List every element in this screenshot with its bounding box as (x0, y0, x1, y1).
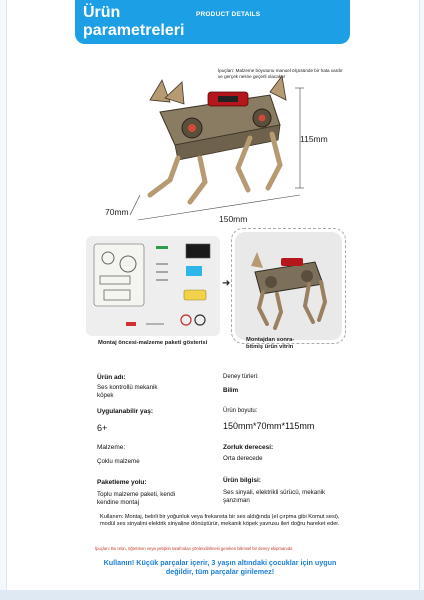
safety-warning: Kullanın! Küçük parçalar içerir, 3 yaşın altındaki çocuklar için uygun değildir, tüm parçalar girilemez! (103, 558, 337, 576)
value-packaging: Toplu malzeme paketi, kendi kendine montaj (97, 491, 176, 506)
page-title: Ürün parametreleri (83, 4, 185, 39)
caption-kit: Montaj öncesi-malzeme paketi gösterisi (98, 340, 208, 346)
kit-parts-photo (86, 236, 220, 336)
value-product-name: Ses kontrollü mekanik köpek (97, 384, 158, 399)
caption-finished: Montajdan sonra-bitmiş ürün vitrin (246, 337, 295, 350)
label-difficulty: Zorluk derecesi: (223, 444, 274, 451)
value-difficulty: Orta derecede (223, 455, 263, 462)
label-experiment-type: Deney türleri: (223, 374, 259, 380)
label-product-info: Ürün bilgisi: (223, 477, 261, 484)
dimension-width: 150mm (219, 214, 248, 224)
bottom-strip (0, 590, 424, 600)
measurement-note: İpuçları: Malzeme boyutunu manuel ölçüsünde bir hata vardır ve gerçek nesne geçerli olacaktır (218, 68, 343, 79)
label-packaging: Paketleme yolu: (97, 479, 147, 486)
value-material: Çoklu malzeme (97, 458, 140, 465)
label-product-name: Ürün adı: (97, 374, 126, 381)
usage-description: Kullanım: Montaj, belirli bir yoğunluk veya frekansta bir ses aldığında (el çırpma gibi Komut sesi), modül ses sinyalini elektrik sinyaline dönüştürür, mekanik köpek yavrusu ileri doğru hareket eder. (100, 514, 340, 528)
dimension-height: 115mm (300, 134, 328, 144)
label-material: Malzeme: (97, 444, 126, 451)
value-experiment-type: Bilim (223, 387, 239, 394)
label-age: Uygulanabilir yaş: (97, 408, 153, 415)
page-subtitle: PRODUCT DETAILS (196, 11, 261, 18)
product-photo-robot-dog (90, 70, 320, 230)
header-banner (75, 0, 350, 44)
finished-robot-dog-illustration (235, 232, 342, 340)
arrow-right-icon: ➜ (222, 278, 231, 289)
dimension-depth: 70mm (105, 207, 129, 217)
value-product-info: Ses sinyali, elektrikli sürücü, mekanik şanzıman (223, 489, 326, 504)
value-age: 6+ (97, 423, 108, 433)
tip-note: İpuçları: Bu ürün, öğretmen veya yetişkin tarafından yönlendirilmesi gereken bilimsel bir deney ekipmanıdır. (95, 546, 294, 551)
label-size: Ürün boyutu: (223, 408, 258, 414)
finished-product-photo (235, 232, 342, 340)
value-size: 150mm*70mm*115mm (223, 421, 315, 431)
kit-parts-illustration (86, 236, 220, 336)
